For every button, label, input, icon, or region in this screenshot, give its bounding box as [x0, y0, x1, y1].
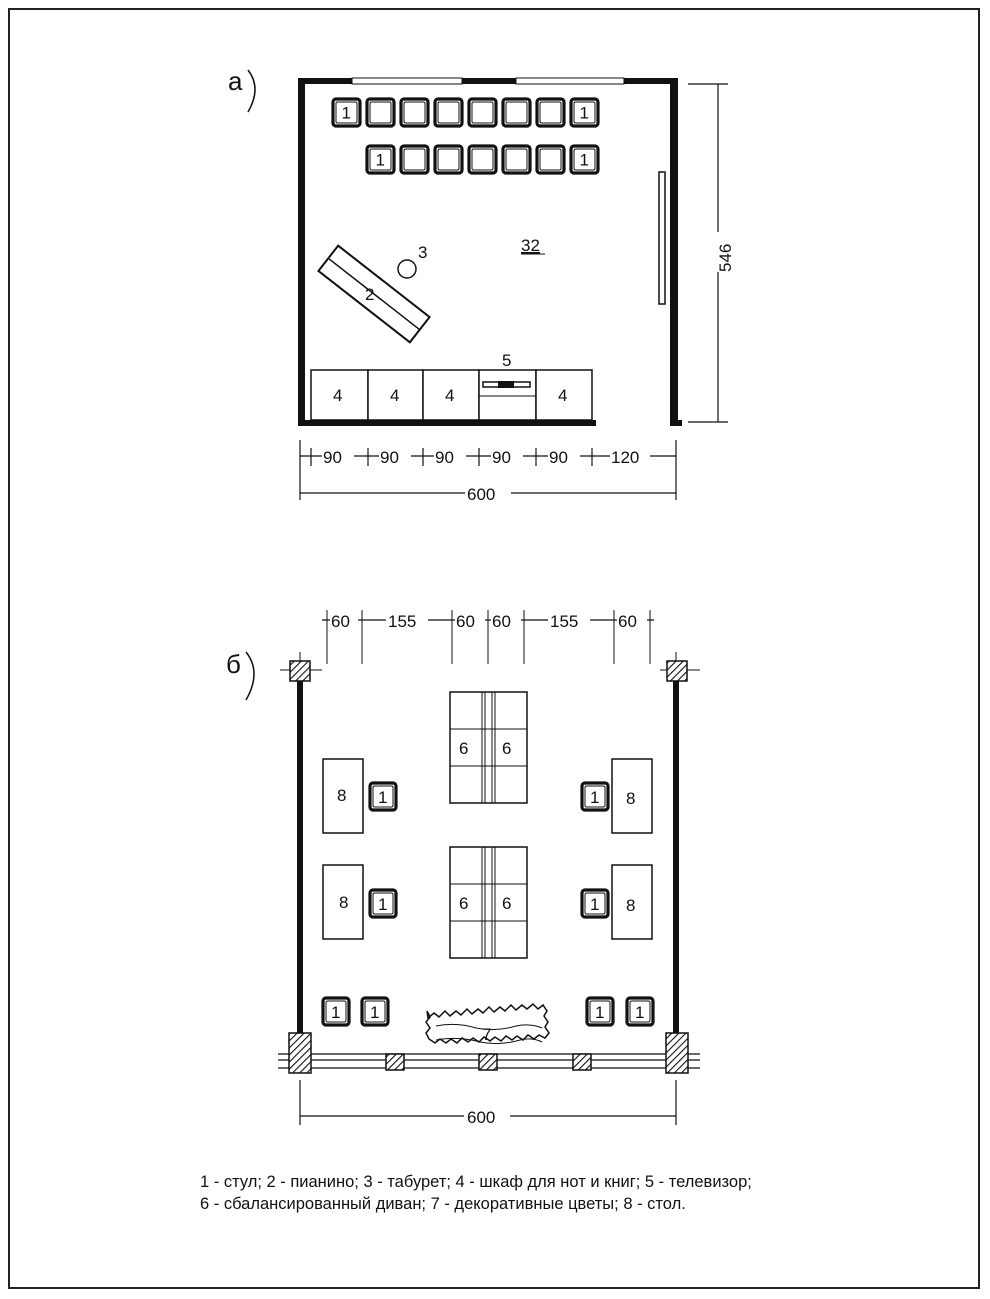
dim-155: 155	[550, 612, 579, 631]
chair	[571, 146, 598, 173]
plan-a-height-dimension	[688, 84, 735, 422]
height-dimension-label: 546	[716, 243, 735, 272]
column	[666, 1033, 688, 1073]
chair-label: 1	[331, 1003, 341, 1022]
plan-b-top-dimensions	[322, 610, 654, 664]
column	[573, 1054, 591, 1070]
chair-label: 1	[341, 103, 351, 123]
sofa	[450, 847, 527, 958]
chair	[571, 99, 598, 126]
plan-b-width-dimension	[300, 1080, 676, 1127]
plan-b-letter: б	[226, 649, 241, 679]
chair	[323, 998, 349, 1025]
stool-label: 3	[418, 243, 428, 262]
table-label: 8	[626, 896, 636, 915]
column	[290, 661, 310, 681]
chair	[401, 146, 428, 173]
dim-120: 120	[611, 448, 640, 467]
dim-60: 60	[492, 612, 511, 631]
chair	[582, 890, 608, 917]
chair-label: 1	[590, 788, 600, 807]
chair	[503, 99, 530, 126]
chair	[469, 99, 496, 126]
column	[667, 661, 687, 681]
chair	[537, 146, 564, 173]
sofa	[450, 692, 527, 803]
dim-90: 90	[323, 448, 342, 467]
table-label: 8	[337, 786, 347, 805]
sofa-label: 6	[459, 739, 469, 758]
chair	[333, 99, 360, 126]
chair-label: 1	[635, 1003, 645, 1022]
chair-label: 1	[378, 895, 388, 914]
dim-60: 60	[456, 612, 475, 631]
chair	[582, 783, 608, 810]
dim-60: 60	[618, 612, 637, 631]
dim-90: 90	[549, 448, 568, 467]
chair-label: 1	[590, 895, 600, 914]
table-label: 8	[339, 893, 349, 912]
total-width-label: 600	[467, 1108, 496, 1127]
cabinet-label: 4	[333, 386, 343, 405]
chair	[367, 99, 394, 126]
chair	[367, 146, 394, 173]
chair	[370, 783, 396, 810]
plan-a-width-dimensions	[300, 440, 676, 504]
chair	[627, 998, 653, 1025]
chair	[537, 99, 564, 126]
chair-label: 1	[375, 150, 385, 170]
legend	[200, 1171, 920, 1215]
chair-label: 1	[595, 1003, 605, 1022]
dim-90: 90	[435, 448, 454, 467]
sofa-label: 6	[459, 894, 469, 913]
cabinet-label: 4	[445, 386, 455, 405]
cabinet-label: 4	[390, 386, 400, 405]
plan-a-bracket	[248, 70, 255, 112]
chair	[401, 99, 428, 126]
tv-stand	[479, 370, 536, 420]
dim-155: 155	[388, 612, 417, 631]
cabinet-label: 4	[558, 386, 568, 405]
dim-60: 60	[331, 612, 350, 631]
plan-a-chairs	[333, 99, 598, 173]
chair	[370, 890, 396, 917]
total-width-label: 600	[467, 485, 496, 504]
plan-b-sofas	[450, 692, 527, 958]
table-label: 8	[626, 789, 636, 808]
plan-b	[226, 610, 700, 1127]
sofa-label: 6	[502, 739, 512, 758]
legend-line-2: 6 - сбалансированный диван; 7 - декоративные цветы; 8 - стол.	[200, 1195, 686, 1213]
chair-label: 1	[579, 103, 589, 123]
column	[289, 1033, 311, 1073]
chair	[435, 99, 462, 126]
column	[479, 1054, 497, 1070]
plan-a	[228, 66, 735, 504]
sofa-label: 6	[502, 894, 512, 913]
stool	[398, 260, 416, 278]
chair	[362, 998, 388, 1025]
dim-90: 90	[380, 448, 399, 467]
room-number: 32	[521, 236, 540, 255]
plan-a-letter: а	[228, 66, 243, 96]
plan-b-bracket	[246, 652, 254, 700]
chair-label: 1	[378, 788, 388, 807]
chair	[435, 146, 462, 173]
chair	[503, 146, 530, 173]
tv-label: 5	[502, 351, 512, 370]
flowers-label: 7	[482, 1025, 492, 1044]
chair	[587, 998, 613, 1025]
dim-90: 90	[492, 448, 511, 467]
chair-label: 1	[370, 1003, 380, 1022]
chair-label: 1	[579, 150, 589, 170]
piano-label: 2	[365, 285, 375, 304]
chair	[469, 146, 496, 173]
legend-line-1: 1 - стул; 2 - пианино; 3 - табурет; 4 - шкаф для нот и книг; 5 - телевизор;	[200, 1173, 752, 1191]
column	[386, 1054, 404, 1070]
